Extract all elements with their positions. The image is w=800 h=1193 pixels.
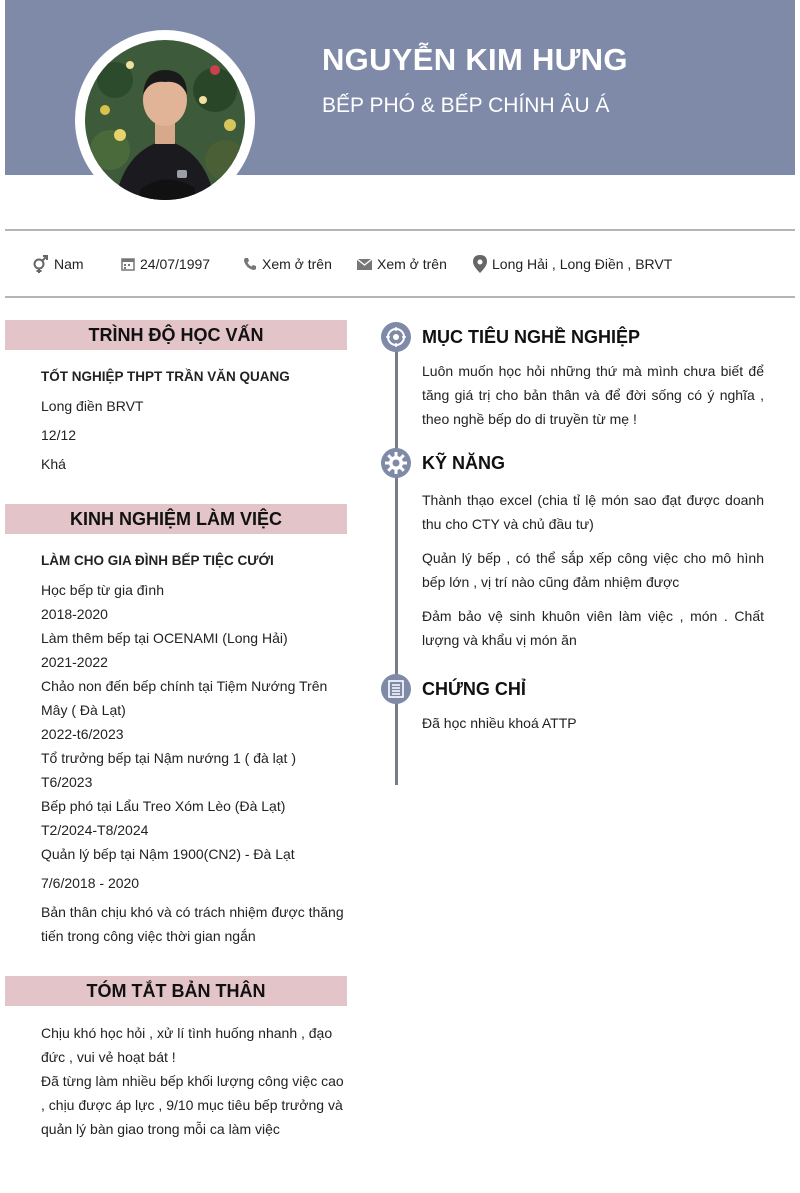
certificates-badge: [381, 674, 411, 704]
skills-badge: [381, 448, 411, 478]
skills-heading: KỸ NĂNG: [422, 453, 506, 473]
experience-line: T2/2024-T8/2024: [41, 822, 149, 838]
experience-line: Mây ( Đà Lạt): [41, 702, 126, 718]
candidate-name: NGUYỄN KIM HƯNG: [322, 42, 628, 77]
address-value: Long Hải , Long Điền , BRVT: [492, 256, 673, 272]
divider-bottom: [5, 296, 795, 298]
contact-phone: [243, 254, 332, 274]
skill-item: Đảm bảo vệ sinh khuôn viên làm việc , món . Chất lượng và khẩu vị món ăn: [422, 608, 764, 648]
location-icon: [473, 255, 487, 273]
phone-icon: [243, 257, 257, 271]
document-icon: [388, 680, 404, 698]
mail-icon: [357, 259, 372, 270]
experience-title: LÀM CHO GIA ĐÌNH BẾP TIỆC CƯỚI: [41, 553, 274, 568]
experience-period: 7/6/2018 - 2020: [41, 875, 140, 891]
experience-line: Chảo non đến bếp chính tại Tiệm Nướng Trên: [41, 678, 328, 694]
timeline-line: [395, 335, 398, 785]
skill-item: Quản lý bếp , có thể sắp xếp công việc cho mô hình bếp lớn , vị trí nào cũng đảm nhiệm được: [422, 550, 764, 590]
gear-icon: [385, 452, 407, 474]
birthday-value: 24/07/1997: [140, 256, 211, 272]
certificates-text: Đã học nhiều khoá ATTP: [422, 715, 577, 731]
avatar: [85, 40, 245, 200]
experience-line: Bếp phó tại Lẩu Treo Xóm Lèo (Đà Lạt): [41, 798, 286, 814]
experience-heading: KINH NGHIỆM LÀM VIỆC: [5, 504, 347, 534]
contact-email: [357, 254, 447, 274]
experience-line: Học bếp từ gia đình: [41, 582, 165, 598]
contact-birthday: [121, 254, 210, 274]
phone-value: Xem ở trên: [262, 256, 332, 272]
education-school: TỐT NGHIỆP THPT TRẦN VĂN QUANG: [41, 369, 290, 384]
education-grade: 12/12: [41, 427, 77, 443]
about-heading: TÓM TẮT BẢN THÂN: [5, 976, 347, 1006]
experience-line: T6/2023: [41, 774, 93, 790]
avatar-frame: [75, 30, 255, 210]
experience-line: 2018-2020: [41, 606, 108, 622]
experience-line: 2022-t6/2023: [41, 726, 124, 742]
target-icon: [386, 327, 406, 347]
experience-summary: Bản thân chịu khó và có trách nhiệm được thăng tiến trong công việc thời gian ngắn: [41, 904, 344, 944]
calendar-icon: [121, 257, 135, 271]
contact-address: [473, 254, 672, 274]
education-rank: Khá: [41, 456, 66, 472]
contact-gender: [32, 254, 84, 274]
email-value: Xem ở trên: [377, 256, 447, 272]
experience-line: 2021-2022: [41, 654, 108, 670]
education-heading: TRÌNH ĐỘ HỌC VẤN: [5, 320, 347, 350]
about-text: Chịu khó học hỏi , xử lí tình huống nhanh , đạo đức , vui vẻ hoạt bát ! Đã từng làm nhiều bếp khối lượng công việc cao , chịu được áp lực , 9/10 mục tiêu bếp trưởng và quản lý bàn giao trong mỗi ca làm việc: [41, 1025, 344, 1137]
experience-line: Quản lý bếp tại Nậm 1900(CN2) - Đà Lạt: [41, 846, 295, 862]
certificates-heading: CHỨNG CHỈ: [422, 679, 526, 699]
objective-badge: [381, 322, 411, 352]
skill-item: Thành thạo excel (chia tỉ lệ món sao đạt được doanh thu cho CTY và chủ đầu tư): [422, 492, 764, 532]
education-location: Long điền BRVT: [41, 398, 144, 414]
experience-line: Làm thêm bếp tại OCENAMI (Long Hải): [41, 630, 288, 646]
job-title: BẾP PHÓ & BẾP CHÍNH ÂU Á: [322, 94, 610, 117]
objective-heading: MỤC TIÊU NGHỀ NGHIỆP: [422, 327, 641, 347]
gender-value: Nam: [54, 256, 84, 272]
experience-line: Tổ trưởng bếp tại Nậm nướng 1 ( đà lạt ): [41, 750, 296, 766]
objective-text: Luôn muốn học hỏi những thứ mà mình chưa biết để tăng giá trị cho bản thân và để đời sống có ý nghĩa , theo nghề bếp do di truyền từ mẹ !: [422, 363, 764, 427]
gender-icon: [32, 254, 49, 274]
divider-top: [5, 229, 795, 231]
